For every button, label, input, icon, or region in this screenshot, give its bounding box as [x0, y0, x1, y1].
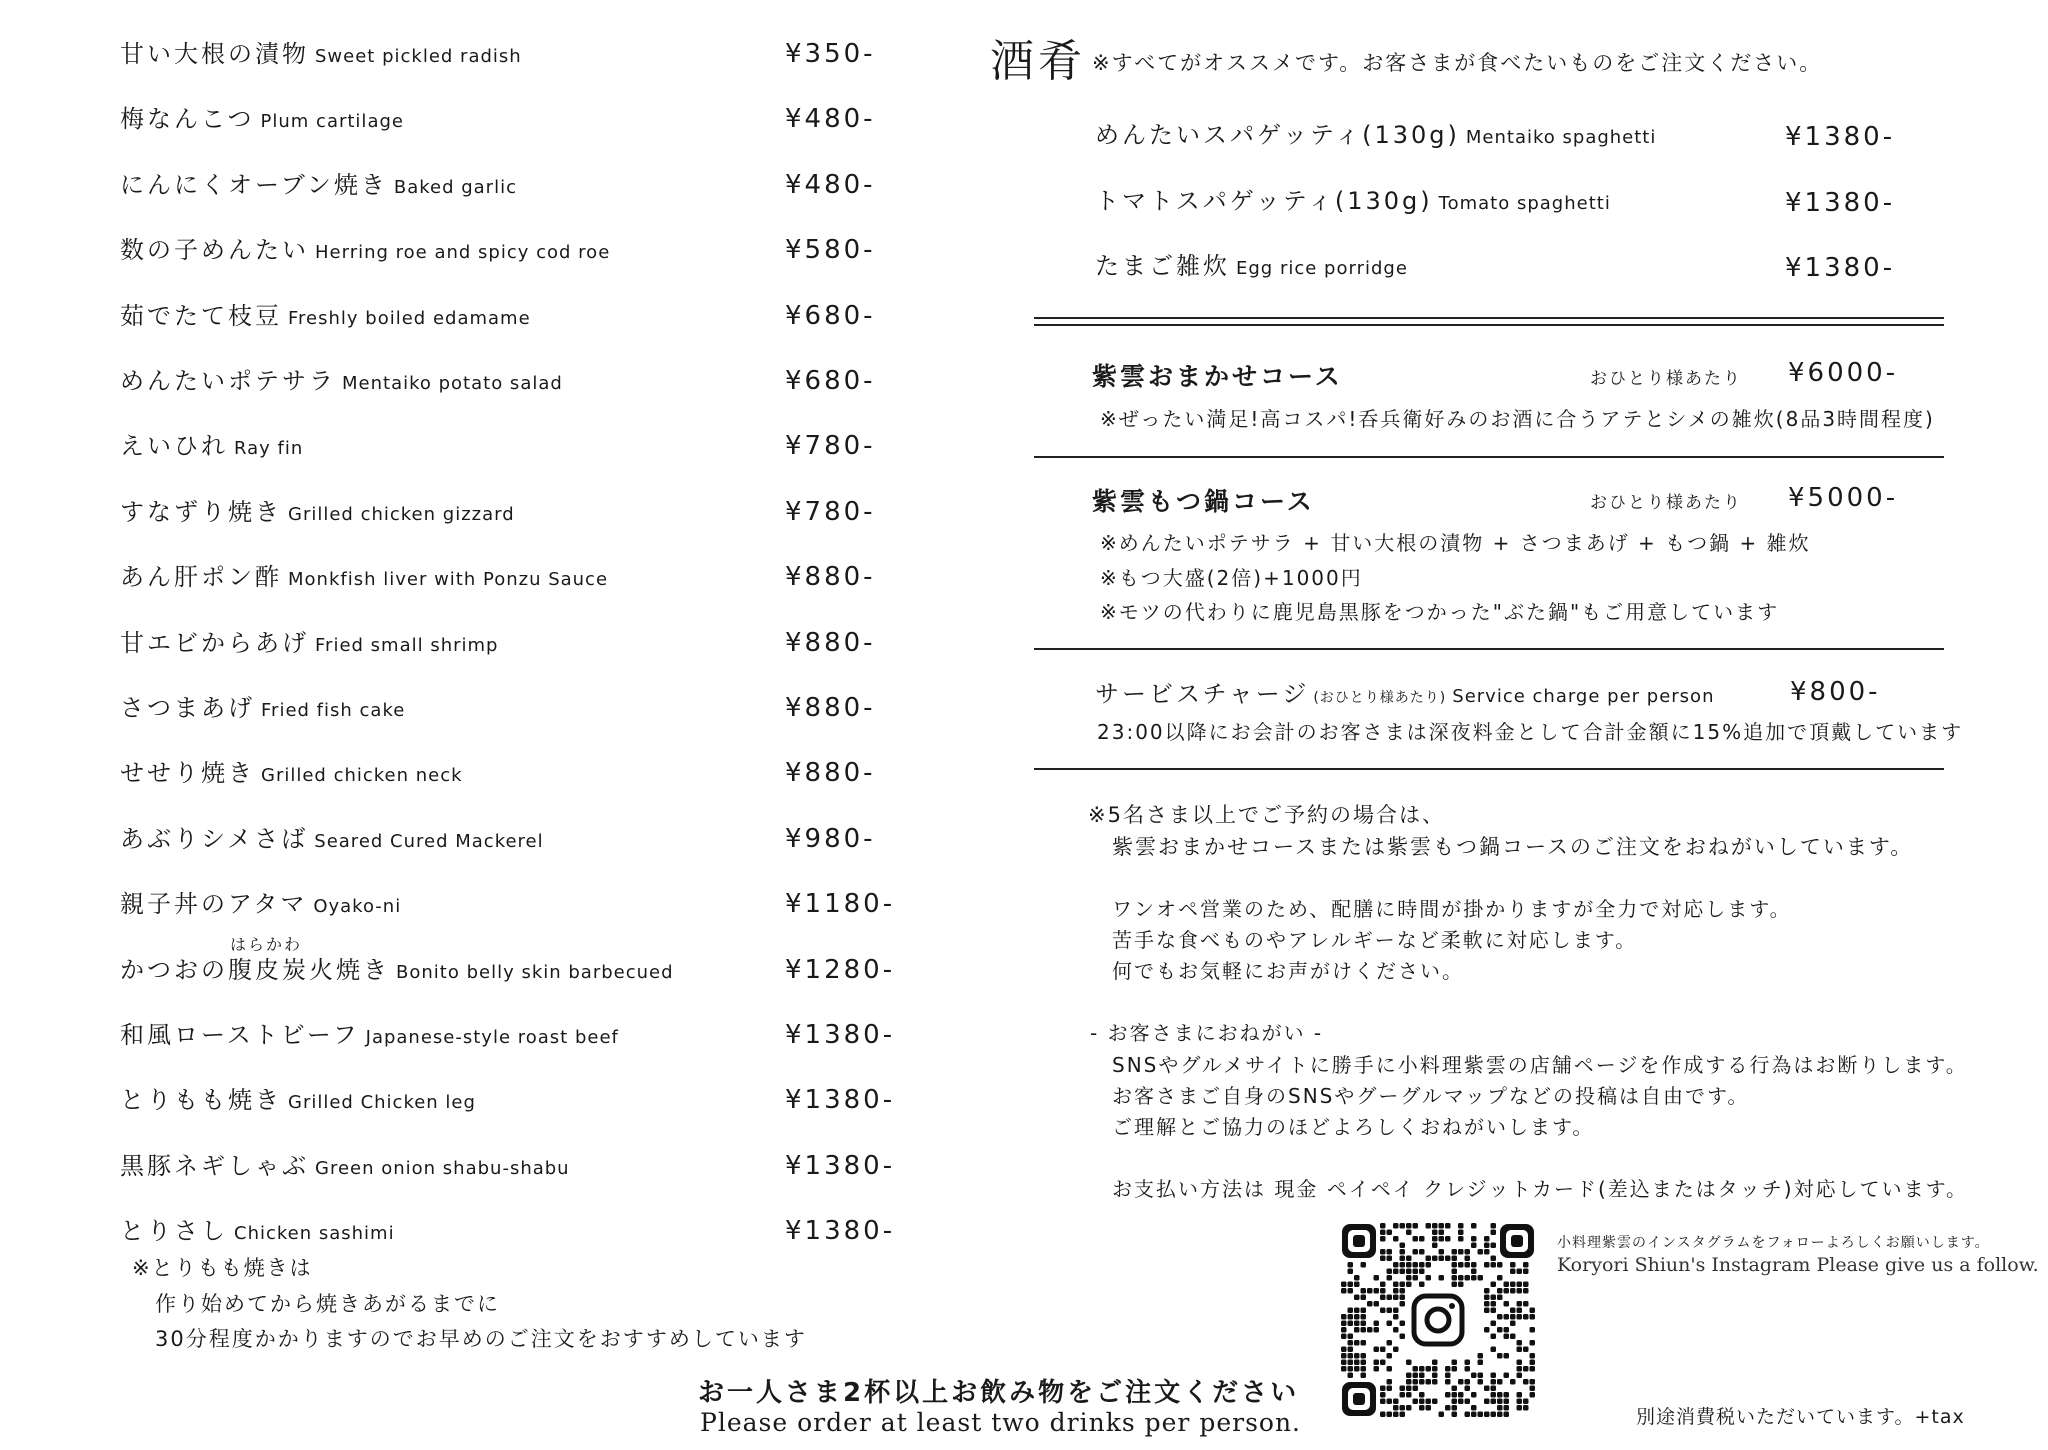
item-name-ja: 甘い大根の漬物	[120, 40, 309, 68]
item-name-ja: えいひれ	[120, 432, 228, 460]
sakana-item	[1095, 181, 1611, 216]
left-note-line-2: 作り始めてから焼きあがるまでに	[155, 1292, 500, 1316]
item-name-ja: すなずり焼き	[120, 498, 282, 526]
item-price: ¥1380-	[785, 1151, 896, 1181]
instagram-follow-ja: 小料理紫雲のインスタグラムをフォローよろしくお願いします。	[1557, 1235, 1990, 1251]
service-charge-en: Service charge per person	[1452, 686, 1715, 707]
item-name-ja: 和風ローストビーフ	[120, 1021, 360, 1049]
request-title: - お客さまにおねがい -	[1090, 1021, 1324, 1045]
course1-description: ※ぜったい満足!高コスパ!呑兵衛好みのお酒に合うアテとシメの雑炊(8品3時間程度)	[1100, 407, 1935, 431]
item-name-ja: 親子丼のアタマ	[120, 890, 308, 918]
item-name-en: Egg rice porridge	[1236, 258, 1408, 279]
menu-item	[120, 1146, 570, 1186]
item-price: ¥1380-	[785, 1216, 896, 1246]
item-name-en: Plum cartilage	[260, 111, 404, 132]
payment-methods: お支払い方法は 現金 ペイペイ クレジットカード(差込またはタッチ)対応しています。	[1112, 1177, 1968, 1201]
item-name-en: Chicken sashimi	[234, 1223, 395, 1244]
item-price: ¥780-	[785, 431, 876, 461]
drinks-notice-en: Please order at least two drinks per person.	[700, 1408, 1301, 1437]
item-price: ¥1380-	[785, 1085, 896, 1115]
sakana-item	[1095, 246, 1408, 281]
sakana-item-price: ¥1380-	[1785, 253, 1896, 283]
double-divider-top	[1034, 317, 1944, 319]
sakana-item	[1095, 115, 1656, 150]
item-name-ja: たまご雑炊	[1095, 252, 1230, 280]
menu-item	[120, 165, 517, 205]
oneope-line-3: 何でもお気軽にお声がけください。	[1112, 959, 1464, 983]
menu-item	[120, 1211, 395, 1251]
menu-item	[120, 557, 608, 597]
item-name-en: Monkfish liver with Ponzu Sauce	[288, 569, 609, 590]
item-name-ja: トマトスパゲッティ(130g)	[1095, 187, 1433, 215]
request-line-1: SNSやグルメサイトに勝手に小料理紫雲の店舗ページを作成する行為はお断りします。	[1112, 1053, 1968, 1077]
item-name-en: Sweet pickled radish	[315, 46, 522, 67]
service-charge-price: ¥800-	[1790, 677, 1881, 707]
instagram-icon	[1408, 1290, 1468, 1350]
divider-service-top	[1034, 648, 1944, 650]
ruby-reading: はらかわ	[230, 935, 303, 954]
item-name-ja: 梅なんこつ	[120, 105, 255, 133]
item-name-ja: とりさし	[120, 1217, 228, 1245]
instagram-follow-en: Koryori Shiun's Instagram Please give us a follow.	[1557, 1254, 2039, 1276]
item-name-en: Mentaiko potato salad	[342, 373, 563, 394]
item-name-ja: 甘エビからあげ	[120, 629, 309, 657]
item-name-ja: めんたいポテサラ	[120, 367, 336, 395]
item-name-ja: にんにくオーブン焼き	[120, 171, 388, 199]
oneope-line-2: 苦手な食べものやアレルギーなど柔軟に対応します。	[1112, 928, 1638, 952]
menu-item	[120, 361, 563, 401]
oneope-line-1: ワンオペ営業のため、配膳に時間が掛かりますが全力で対応します。	[1112, 897, 1792, 921]
drinks-notice-ja: お一人さま2杯以上お飲み物をご注文ください	[698, 1378, 1300, 1408]
course1-title: 紫雲おまかせコース	[1092, 362, 1343, 391]
item-price: ¥880-	[785, 758, 876, 788]
item-name-en: Fried small shrimp	[315, 635, 499, 656]
item-name-en: Seared Cured Mackerel	[314, 831, 544, 852]
menu-item	[120, 753, 463, 793]
sakana-subtitle: ※すべてがオススメです。お客さまが食べたいものをご注文ください。	[1092, 51, 1823, 75]
service-charge-row	[1095, 674, 1714, 709]
course2-desc-line-2: ※もつ大盛(2倍)+1000円	[1100, 566, 1363, 590]
menu-item	[120, 950, 674, 990]
item-price: ¥480-	[785, 170, 876, 200]
item-name-en: Green onion shabu-shabu	[315, 1158, 570, 1179]
item-name-en: Bonito belly skin barbecued	[396, 962, 674, 983]
service-charge-label: サービスチャージ	[1095, 680, 1310, 708]
item-price: ¥680-	[785, 366, 876, 396]
item-name-ja: かつおの腹皮炭火焼き	[120, 956, 390, 984]
item-price: ¥680-	[785, 301, 876, 331]
instagram-qr-code[interactable]	[1340, 1222, 1536, 1418]
reservation-note-line-1: ※5名さま以上でご予約の場合は、	[1088, 803, 1445, 827]
menu-item	[120, 99, 404, 139]
item-price: ¥350-	[785, 39, 876, 69]
sakana-title: 酒肴	[990, 36, 1086, 87]
item-name-ja: あぶりシメさば	[120, 825, 309, 853]
item-price: ¥1180-	[785, 889, 896, 919]
item-name-ja: とりもも焼き	[120, 1086, 282, 1114]
divider-service-bottom	[1034, 768, 1944, 770]
course2-desc-line-1: ※めんたいポテサラ + 甘い大根の漬物 + さつまあげ + もつ鍋 + 雑炊	[1100, 531, 1811, 555]
menu-item	[120, 296, 531, 336]
item-name-en: Herring roe and spicy cod roe	[315, 242, 611, 263]
course1-price: ¥6000-	[1788, 358, 1899, 388]
item-price: ¥580-	[785, 235, 876, 265]
item-name-en: Fried fish cake	[261, 700, 406, 721]
item-name-ja: せせり焼き	[120, 759, 255, 787]
item-price: ¥780-	[785, 497, 876, 527]
item-name-en: Grilled chicken gizzard	[288, 504, 515, 525]
sakana-item-price: ¥1380-	[1785, 122, 1896, 152]
item-price: ¥880-	[785, 628, 876, 658]
item-name-en: Ray fin	[234, 438, 304, 459]
item-name-en: Oyako-ni	[313, 896, 402, 917]
course2-title: 紫雲もつ鍋コース	[1092, 487, 1315, 516]
request-line-3: ご理解とご協力のほどよろしくおねがいします。	[1112, 1115, 1595, 1139]
item-name-ja: 黒豚ネギしゃぶ	[120, 1152, 309, 1180]
item-name-en: Tomato spaghetti	[1438, 193, 1611, 214]
item-name-en: Japanese-style roast beef	[365, 1027, 619, 1048]
double-divider-bottom	[1034, 324, 1944, 326]
item-name-en: Freshly boiled edamame	[288, 308, 531, 329]
request-line-2: お客さまご自身のSNSやグーグルマップなどの投稿は自由です。	[1112, 1084, 1750, 1108]
left-note-line-3: 30分程度かかりますのでお早めのご注文をおすすめしています	[155, 1327, 807, 1351]
course1-per-person: おひとり様あたり	[1590, 369, 1742, 389]
reservation-note-line-2: 紫雲おまかせコースまたは紫雲もつ鍋コースのご注文をおねがいしています。	[1112, 835, 1914, 859]
sakana-item-price: ¥1380-	[1785, 188, 1896, 218]
service-night-note: 23:00以降にお会計のお客さまは深夜料金として合計金額に15%追加で頂戴しています	[1097, 720, 1964, 744]
menu-item	[120, 34, 522, 74]
item-price: ¥480-	[785, 104, 876, 134]
item-price: ¥880-	[785, 693, 876, 723]
menu-item	[120, 688, 405, 728]
item-price: ¥1280-	[785, 955, 896, 985]
item-name-ja: 数の子めんたい	[120, 236, 309, 264]
course2-price: ¥5000-	[1788, 483, 1899, 513]
item-name-ja: さつまあげ	[120, 694, 255, 722]
item-name-en: Baked garlic	[393, 177, 517, 198]
course2-per-person: おひとり様あたり	[1590, 493, 1742, 513]
menu-item	[120, 230, 610, 270]
menu-item	[120, 623, 498, 663]
left-note-line-1: ※とりもも焼きは	[132, 1256, 313, 1280]
menu-item	[120, 492, 515, 532]
item-price: ¥980-	[785, 824, 876, 854]
item-name-ja: めんたいスパゲッティ(130g)	[1095, 121, 1460, 149]
item-name-ja: 茹でたて枝豆	[120, 302, 282, 330]
item-name-en: Mentaiko spaghetti	[1465, 127, 1657, 148]
course2-desc-line-3: ※モツの代わりに鹿児島黒豚をつかった"ぶた鍋"もご用意しています	[1100, 600, 1780, 624]
menu-item	[120, 1080, 476, 1120]
menu-item	[120, 1015, 619, 1055]
service-per-person: (おひとり様あたり)	[1313, 690, 1447, 706]
menu-item	[120, 426, 303, 466]
menu-item	[120, 819, 544, 859]
item-name-en: Grilled Chicken leg	[288, 1092, 476, 1113]
menu-item	[120, 884, 401, 924]
tax-note: 別途消費税いただいています。+tax	[1636, 1406, 1965, 1428]
item-name-ja: あん肝ポン酢	[120, 563, 282, 591]
item-price: ¥1380-	[785, 1020, 896, 1050]
divider-course	[1034, 456, 1944, 458]
item-name-en: Grilled chicken neck	[261, 765, 463, 786]
item-price: ¥880-	[785, 562, 876, 592]
